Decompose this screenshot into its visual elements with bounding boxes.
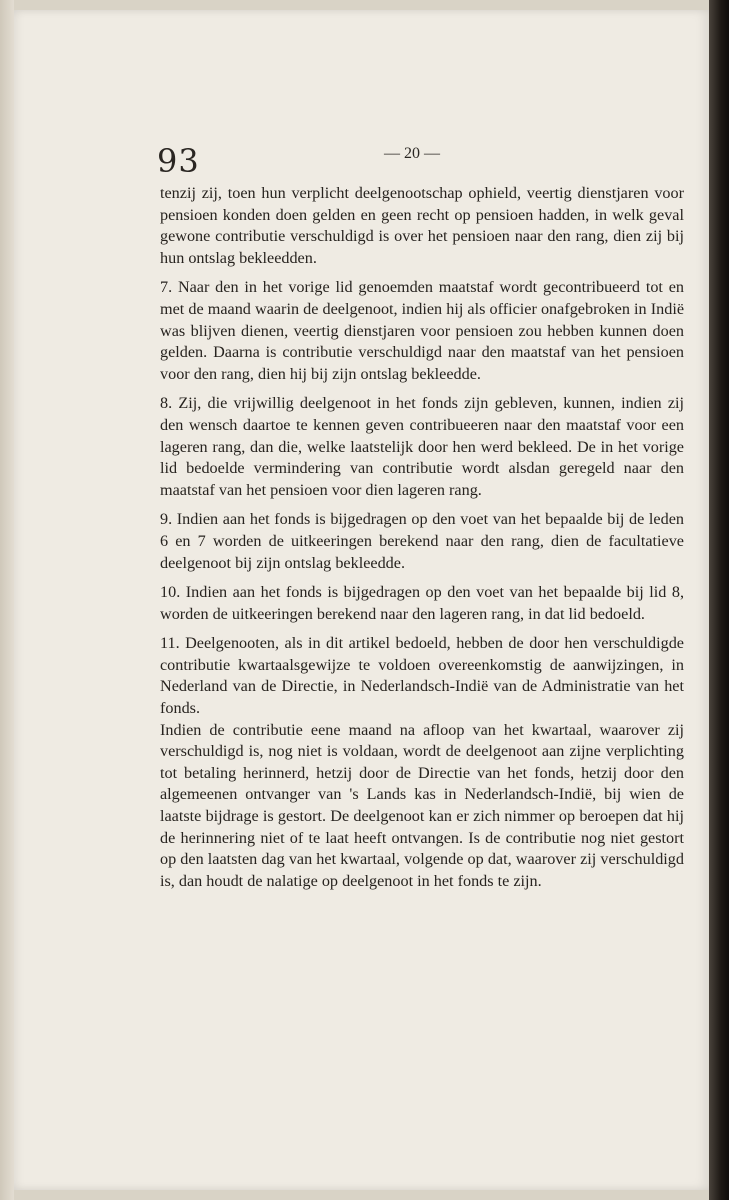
left-page-edge: [0, 0, 14, 1200]
body-text: [160, 183, 684, 892]
paragraph-11-continued: Indien de contributie eene maand na afloop van het kwartaal, waarover zij verschuldigd is, nog niet is voldaan, wordt de deelgenoot aan zijne verplichting tot betaling herinnerd, hetzij door de Directie van het fonds, hetzij door den algemeenen ontvanger van 's Lands kas in Nederlandsch-Indië, bij wien de laatste bijdrage is gestort. De deelgenoot kan er zich nimmer op beroepen dat hij de herinnering niet of te laat heeft ontvangen. Is de contributie nog niet gestort op den laatsten dag van het kwartaal, volgende op dat, waarover zij verschuldigd is, dan houdt de nalatige op deelgenoot in het fonds te zijn.: [160, 720, 684, 890]
paragraph-9: 9. Indien aan het fonds is bijgedragen op den voet van het bepaalde bij de leden 6 en 7 worden de uitkeeringen berekend naar den rang, dien de facultatieve deelgenoot bij zijn ontslag bekleedde.: [160, 510, 684, 572]
paragraph-7: 7. Naar den in het vorige lid genoemden maatstaf wordt gecontribueerd tot en met de maand waarin de deelgenoot, indien hij als officier onafgebroken in Indië was blijven dienen, veertig dienstjaren voor pensioen zou hebben kunnen doen gelden. Daarna is contributie verschuldigd naar den maatstaf van het pensioen voor den rang, dien hij bij zijn ontslag bekleedde.: [160, 278, 684, 383]
book-binding-edge: [709, 0, 729, 1200]
paragraph-8: 8. Zij, die vrijwillig deelgenoot in het fonds zijn gebleven, kunnen, indien zij den wensch daartoe te kennen geven contribueeren naar den maatstaf voor een lageren rang, dan die, welke laatstelijk door hen werd bekleed. De in het vorige lid bedoelde vermindering van contributie wordt alsdan geregeld naar den maatstaf van het pensioen voor dien lageren rang.: [160, 394, 684, 499]
running-head: — 20 —: [384, 145, 440, 162]
paragraph-continuation: tenzij zij, toen hun verplicht deelgenootschap ophield, veertig dienstjaren voor pensioen konden doen gelden en geen recht op pensioen hadden, in welk geval gewone contributie verschuldigd is over het pensioen naar den rang, dien zij bij hun ontslag bekleedden.: [160, 184, 684, 267]
page-number: 93: [157, 142, 200, 180]
paragraph-11: 11. Deelgenooten, als in dit artikel bedoeld, hebben de door hen verschuldigde contributie kwartaalsgewijze te voldoen overeenkomstig de aanwijzingen, in Nederland van de Directie, in Nederlandsch-Indië van de Administratie van het fonds.: [160, 634, 684, 718]
paragraph-10: 10. Indien aan het fonds is bijgedragen op den voet van het bepaalde bij lid 8, worden de uitkeeringen berekend naar den lageren rang, in dat lid bedoeld.: [160, 583, 684, 623]
